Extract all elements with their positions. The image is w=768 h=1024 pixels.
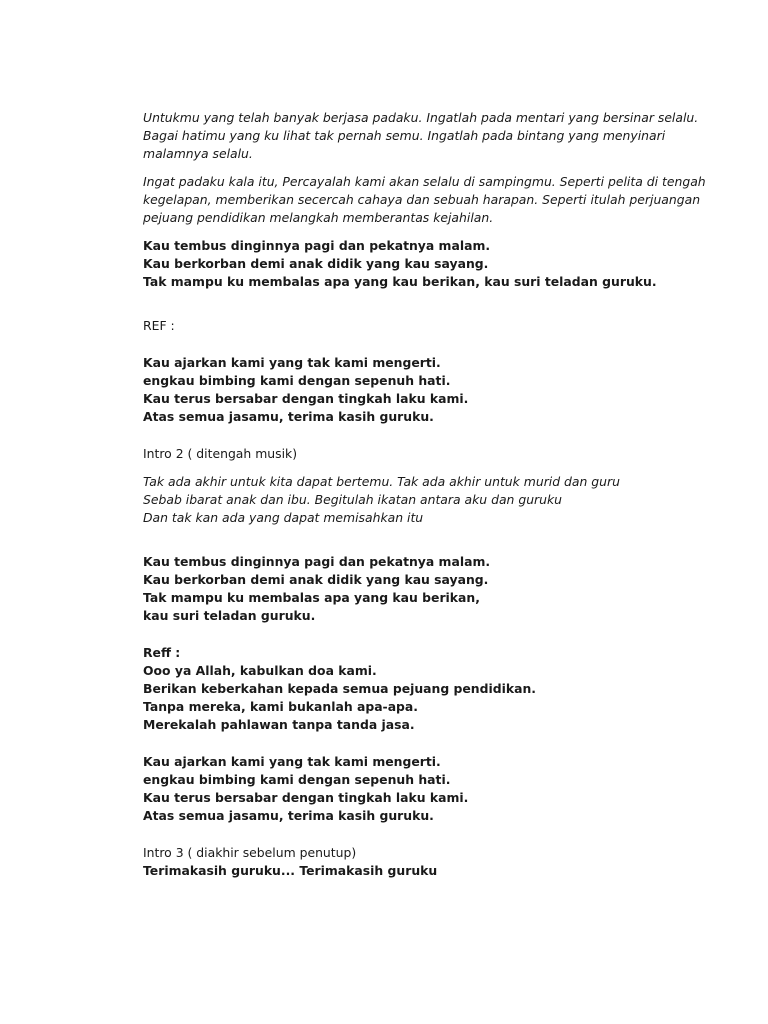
text-line: Atas semua jasamu, terima kasih guruku. — [143, 808, 434, 823]
text-line: Kau tembus dinginnya pagi dan pekatnya malam. — [143, 554, 491, 569]
text-line: malamnya selalu. — [143, 146, 253, 161]
section-label: Intro 2 ( ditengah musik) — [143, 446, 298, 461]
section-label: REF : — [143, 318, 175, 333]
text-line: Berikan keberkahan kepada semua pejuang pendidikan. — [143, 681, 536, 696]
paragraph-intro-1 — [143, 109, 699, 163]
text-line: Terimakasih guruku... Terimakasih guruku — [143, 863, 438, 878]
text-line: Kau tembus dinginnya pagi dan pekatnya malam. — [143, 238, 491, 253]
text-line: Tak mampu ku membalas apa yang kau berikan, — [143, 590, 480, 605]
text-line: Kau berkorban demi anak didik yang kau sayang. — [143, 572, 489, 587]
reff-section — [143, 644, 663, 734]
text-line: Tak ada akhir untuk kita dapat bertemu. Tak ada akhir untuk murid dan guru — [143, 474, 620, 489]
text-line: Tanpa mereka, kami bukanlah apa-apa. — [143, 699, 418, 714]
text-line: Kau ajarkan kami yang tak kami mengerti. — [143, 355, 441, 370]
text-line: Kau terus bersabar dengan tingkah laku kami. — [143, 790, 469, 805]
text-line: Tak mampu ku membalas apa yang kau berikan, kau suri teladan guruku. — [143, 274, 657, 289]
section-label: Reff : — [143, 645, 181, 660]
text-line: pejuang pendidikan melangkah memberantas kejahilan. — [143, 210, 494, 225]
intro-2-text — [143, 473, 663, 527]
chorus-1 — [143, 354, 663, 426]
lyrics-document — [143, 109, 706, 880]
intro-3 — [143, 844, 663, 880]
text-line: Ooo ya Allah, kabulkan doa kami. — [143, 663, 377, 678]
verse-2 — [143, 553, 663, 625]
ref-label — [143, 317, 663, 335]
text-line: Bagai hatimu yang ku lihat tak pernah semu. Ingatlah pada bintang yang menyinari — [143, 128, 666, 143]
text-line: Ingat padaku kala itu, Percayalah kami akan selalu di sampingmu. Seperti pelita di tengah — [143, 174, 706, 189]
text-line: Kau ajarkan kami yang tak kami mengerti. — [143, 754, 441, 769]
section-label: Intro 3 ( diakhir sebelum penutup) — [143, 845, 357, 860]
text-line: Untukmu yang telah banyak berjasa padaku. Ingatlah pada mentari yang bersinar selalu. — [143, 110, 699, 125]
text-line: engkau bimbing kami dengan sepenuh hati. — [143, 373, 451, 388]
text-line: Dan tak kan ada yang dapat memisahkan itu — [143, 510, 424, 525]
text-line: Sebab ibarat anak dan ibu. Begitulah ikatan antara aku dan guruku — [143, 492, 563, 507]
text-line: Kau terus bersabar dengan tingkah laku kami. — [143, 391, 469, 406]
text-line: kau suri teladan guruku. — [143, 608, 316, 623]
verse-1 — [143, 237, 663, 291]
text-line: Atas semua jasamu, terima kasih guruku. — [143, 409, 434, 424]
text-line: engkau bimbing kami dengan sepenuh hati. — [143, 772, 451, 787]
intro-2-label — [143, 445, 663, 463]
paragraph-intro-2 — [143, 173, 706, 227]
text-line: kegelapan, memberikan secercah cahaya dan sebuah harapan. Seperti itulah perjuangan — [143, 192, 701, 207]
text-line: Kau berkorban demi anak didik yang kau sayang. — [143, 256, 489, 271]
chorus-2 — [143, 753, 663, 825]
text-line: Merekalah pahlawan tanpa tanda jasa. — [143, 717, 415, 732]
